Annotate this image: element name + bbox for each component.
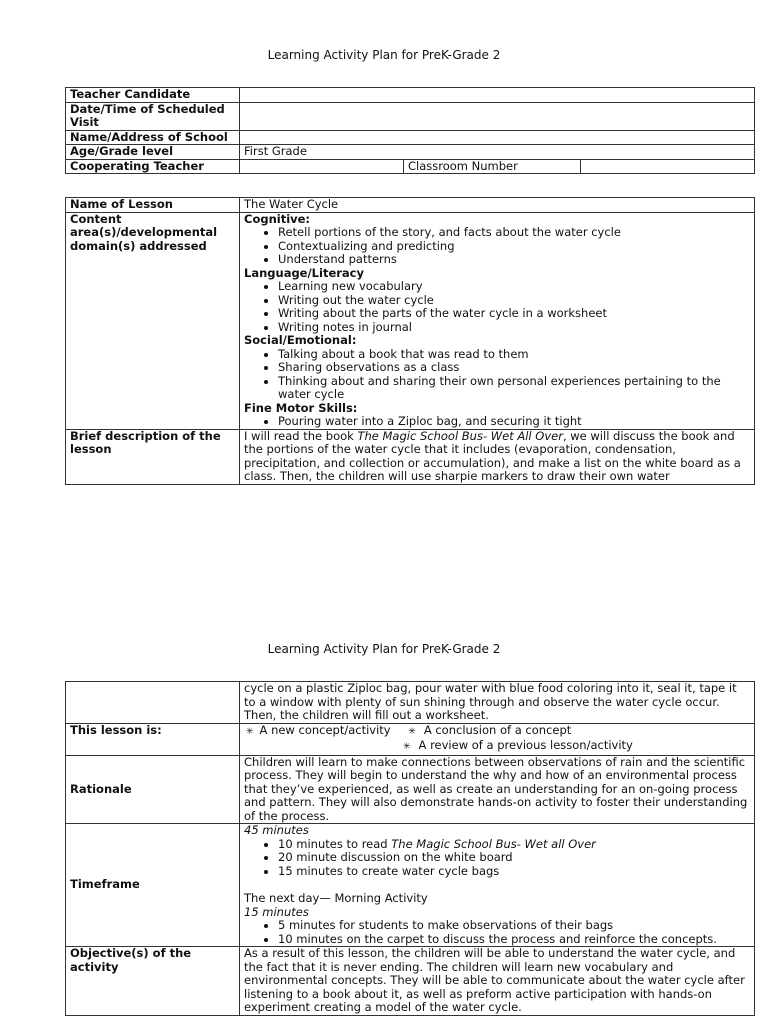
- info-table: [65, 87, 755, 174]
- list-item: • Thinking about and sharing their own personal experiences pertaining to the water cycle: [278, 375, 750, 402]
- timeframe-list: [244, 919, 750, 946]
- table-row: [66, 159, 755, 174]
- social-list: [244, 348, 750, 402]
- table-row: [66, 429, 755, 484]
- list-item: • Writing out the water cycle: [278, 294, 750, 308]
- duration: 45 minutes: [244, 823, 309, 837]
- list-item: • Contextualizing and predicting: [278, 240, 750, 254]
- brief-continued: cycle on a plastic Ziploc bag, pour water with blue food coloring into it, seal it, tape it to a window with plenty of sun shining through and observe the water cycle occur. Then, the children will fill out a worksheet.: [240, 682, 755, 724]
- list-item: • 10 minutes on the carpet to discuss the process and reinforce the concepts.: [278, 933, 750, 947]
- brief-text: I will read the book: [244, 428, 358, 443]
- objective-label: Objective(s) of the activity: [66, 947, 240, 1016]
- list-item: • Learning new vocabulary: [278, 280, 750, 294]
- spacer: [244, 878, 750, 892]
- brief-value: [240, 429, 755, 484]
- item-text: 10 minutes to read: [278, 836, 392, 851]
- option-review: A review of a previous lesson/activity: [418, 738, 633, 752]
- social-heading: Social/Emotional:: [244, 333, 357, 347]
- empty-label-cell: [66, 682, 240, 724]
- rationale-value: Children will learn to make connections between observations of rain and the scientific process. They will begin to understand the why and how of an environmental process that they’ve experienced, as well as create an understanding for an on-going process and pattern. They will also demonstrate hands-on activity to foster their understanding of the process.: [240, 755, 755, 824]
- table-row: [66, 145, 755, 160]
- coop-value: [240, 159, 404, 174]
- timeframe-list: [244, 838, 750, 879]
- objective-value: As a result of this lesson, the children will be able to understand the water cycle, and the fact that it is never ending. The children will learn new vocabulary and environmental concepts. They will be able to communicate about the water cycle after listening to a book about it, as well as preform active participation with hands-on experiment creating a model of the water cycle.: [240, 947, 755, 1016]
- duration: 15 minutes: [244, 904, 309, 919]
- timeframe-label: Timeframe: [66, 824, 240, 947]
- content-area-label: Content area(s)/developmental domain(s) addressed: [66, 212, 240, 429]
- cognitive-heading: Cognitive:: [244, 211, 311, 226]
- table-row: [66, 102, 755, 130]
- table-row: [66, 130, 755, 145]
- lesson-is-label: This lesson is:: [66, 723, 240, 755]
- list-item: • 20 minute discussion on the white board: [278, 851, 750, 865]
- lesson-type-row: [244, 724, 750, 740]
- language-heading: Language/Literacy: [244, 265, 364, 280]
- option-new: A new concept/activity: [259, 722, 391, 737]
- list-item: • 15 minutes to create water cycle bags: [278, 865, 750, 879]
- page-header: Learning Activity Plan for PreK-Grade 2: [267, 48, 501, 62]
- book-title: The Magic School Bus- Wet All Over: [357, 428, 563, 443]
- motor-list: [244, 415, 750, 429]
- star-bullet-icon: ✳: [408, 726, 416, 737]
- cognitive-list: [244, 226, 750, 267]
- next-day: The next day— Morning Activity: [244, 891, 428, 905]
- content-area-value: [240, 212, 755, 429]
- date-label: Date/Time of Scheduled Visit: [66, 102, 240, 130]
- star-bullet-icon: ✳: [403, 742, 411, 752]
- list-item: • Understand patterns: [278, 253, 750, 267]
- page-header: Learning Activity Plan for PreK-Grade 2: [267, 642, 501, 656]
- table-row: [66, 723, 755, 755]
- lesson-name-label: Name of Lesson: [66, 198, 240, 213]
- table-row: [66, 212, 755, 429]
- rationale-label: Rationale: [66, 755, 240, 824]
- list-item: • Pouring water into a Ziploc bag, and securing it tight: [278, 415, 750, 429]
- teacher-label: Teacher Candidate: [66, 88, 240, 103]
- brief-text: , we will discuss the book and the portions of the water cycle that it includes (evaporation, condensation, precipitation, and collection or accumulation), and make a list on the white board as a class. Then, the children will use sharpie markers to draw their own water: [244, 428, 741, 483]
- language-list: [244, 280, 750, 334]
- date-value: [240, 102, 755, 130]
- lesson-table: [65, 197, 755, 485]
- table-row: [66, 824, 755, 947]
- table-row: [66, 682, 755, 724]
- motor-heading: Fine Motor Skills:: [244, 400, 358, 415]
- star-bullet-icon: ✳: [246, 726, 254, 737]
- list-item: • Talking about a book that was read to them: [278, 348, 750, 362]
- table-row: [66, 198, 755, 213]
- lesson-is-value: [240, 723, 755, 755]
- grade-label: Age/Grade level: [66, 145, 240, 160]
- lesson-table-continued: [65, 681, 755, 1016]
- list-item: • Writing about the parts of the water cycle in a worksheet: [278, 307, 750, 321]
- school-value: [240, 130, 755, 145]
- timeframe-value: [240, 824, 755, 947]
- grade-value: First Grade: [240, 145, 755, 160]
- teacher-value: [240, 88, 755, 103]
- list-item: • Retell portions of the story, and facts about the water cycle: [278, 226, 750, 240]
- lesson-type-row: [244, 739, 750, 755]
- book-title: The Magic School Bus- Wet all Over: [391, 836, 596, 851]
- list-item: • Sharing observations as a class: [278, 361, 750, 375]
- lesson-name-value: The Water Cycle: [240, 198, 755, 213]
- classroom-value: [581, 159, 755, 174]
- table-row: [66, 88, 755, 103]
- table-row: [66, 755, 755, 824]
- list-item: [278, 838, 750, 852]
- option-conclusion: A conclusion of a concept: [423, 722, 572, 737]
- school-label: Name/Address of School: [66, 130, 240, 145]
- brief-label: Brief description of the lesson: [66, 429, 240, 484]
- table-row: [66, 947, 755, 1016]
- classroom-label: Classroom Number: [404, 159, 581, 174]
- list-item: • 5 minutes for students to make observations of their bags: [278, 919, 750, 933]
- coop-label: Cooperating Teacher: [66, 159, 240, 174]
- list-item: • Writing notes in journal: [278, 321, 750, 335]
